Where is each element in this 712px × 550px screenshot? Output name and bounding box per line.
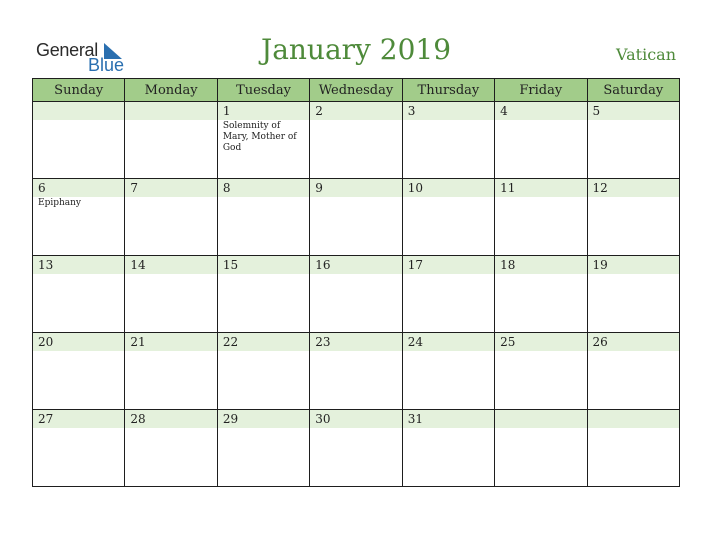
day-cell — [125, 102, 217, 179]
day-number: 15 — [218, 256, 309, 274]
day-cell — [587, 333, 679, 410]
day-number: 21 — [125, 333, 216, 351]
day-cell — [587, 102, 679, 179]
day-number: 10 — [403, 179, 494, 197]
day-cell — [217, 256, 309, 333]
weekday-header: Wednesday — [310, 79, 402, 102]
day-number: 12 — [588, 179, 679, 197]
day-cell — [217, 102, 309, 179]
day-number: 3 — [403, 102, 494, 120]
day-number: 11 — [495, 179, 586, 197]
day-number: 7 — [125, 179, 216, 197]
day-number: 30 — [310, 410, 401, 428]
day-number — [125, 102, 216, 120]
day-cell — [217, 410, 309, 487]
day-cell — [33, 410, 125, 487]
calendar-grid — [32, 78, 680, 487]
day-cell — [33, 333, 125, 410]
weekday-header: Monday — [125, 79, 217, 102]
weekday-header-row — [33, 79, 680, 102]
day-number: 6 — [33, 179, 124, 197]
day-number: 5 — [588, 102, 679, 120]
day-number: 29 — [218, 410, 309, 428]
logo-text-general: General — [36, 40, 98, 60]
day-number: 25 — [495, 333, 586, 351]
day-cell — [125, 410, 217, 487]
day-cell — [310, 333, 402, 410]
day-cell — [587, 179, 679, 256]
day-number — [588, 410, 679, 428]
day-cell — [495, 410, 587, 487]
day-cell — [495, 179, 587, 256]
day-cell — [217, 333, 309, 410]
day-cell — [310, 410, 402, 487]
day-number: 1 — [218, 102, 309, 120]
day-number: 27 — [33, 410, 124, 428]
day-cell — [495, 256, 587, 333]
holiday-label: Solemnity of Mary, Mother of God — [222, 121, 297, 153]
day-cell — [495, 102, 587, 179]
day-number: 17 — [403, 256, 494, 274]
day-number: 9 — [310, 179, 401, 197]
day-cell — [310, 256, 402, 333]
day-cell — [402, 256, 494, 333]
day-number: 18 — [495, 256, 586, 274]
day-number: 4 — [495, 102, 586, 120]
day-cell — [495, 333, 587, 410]
calendar-title: January 2019 — [260, 33, 452, 66]
day-cell — [402, 410, 494, 487]
weekday-header: Friday — [495, 79, 587, 102]
day-number: 31 — [403, 410, 494, 428]
day-cell — [125, 333, 217, 410]
day-number — [495, 410, 586, 428]
day-cell — [33, 179, 125, 256]
logo-text-blue: Blue — [88, 55, 125, 75]
day-cell — [587, 410, 679, 487]
day-cell — [402, 179, 494, 256]
day-number: 26 — [588, 333, 679, 351]
week-row — [33, 102, 680, 179]
day-cell — [125, 256, 217, 333]
weekday-header: Saturday — [587, 79, 679, 102]
day-number: 24 — [403, 333, 494, 351]
day-cell — [587, 256, 679, 333]
day-cell — [402, 333, 494, 410]
day-number: 20 — [33, 333, 124, 351]
day-number: 16 — [310, 256, 401, 274]
day-number: 22 — [218, 333, 309, 351]
day-number: 14 — [125, 256, 216, 274]
week-row — [33, 333, 680, 410]
day-number: 23 — [310, 333, 401, 351]
week-row — [33, 410, 680, 487]
country-label: Vatican — [616, 45, 676, 64]
day-cell — [125, 179, 217, 256]
weekday-header: Sunday — [33, 79, 125, 102]
holiday-label: Epiphany — [38, 198, 82, 208]
weekday-header: Thursday — [402, 79, 494, 102]
day-cell — [33, 256, 125, 333]
day-number — [33, 102, 124, 120]
week-row — [33, 179, 680, 256]
day-number: 8 — [218, 179, 309, 197]
day-cell — [402, 102, 494, 179]
day-cell — [310, 179, 402, 256]
week-row — [33, 256, 680, 333]
weekday-header: Tuesday — [217, 79, 309, 102]
day-cell — [217, 179, 309, 256]
day-number: 28 — [125, 410, 216, 428]
day-number: 13 — [33, 256, 124, 274]
day-number: 2 — [310, 102, 401, 120]
day-number: 19 — [588, 256, 679, 274]
day-cell — [33, 102, 125, 179]
day-cell — [310, 102, 402, 179]
